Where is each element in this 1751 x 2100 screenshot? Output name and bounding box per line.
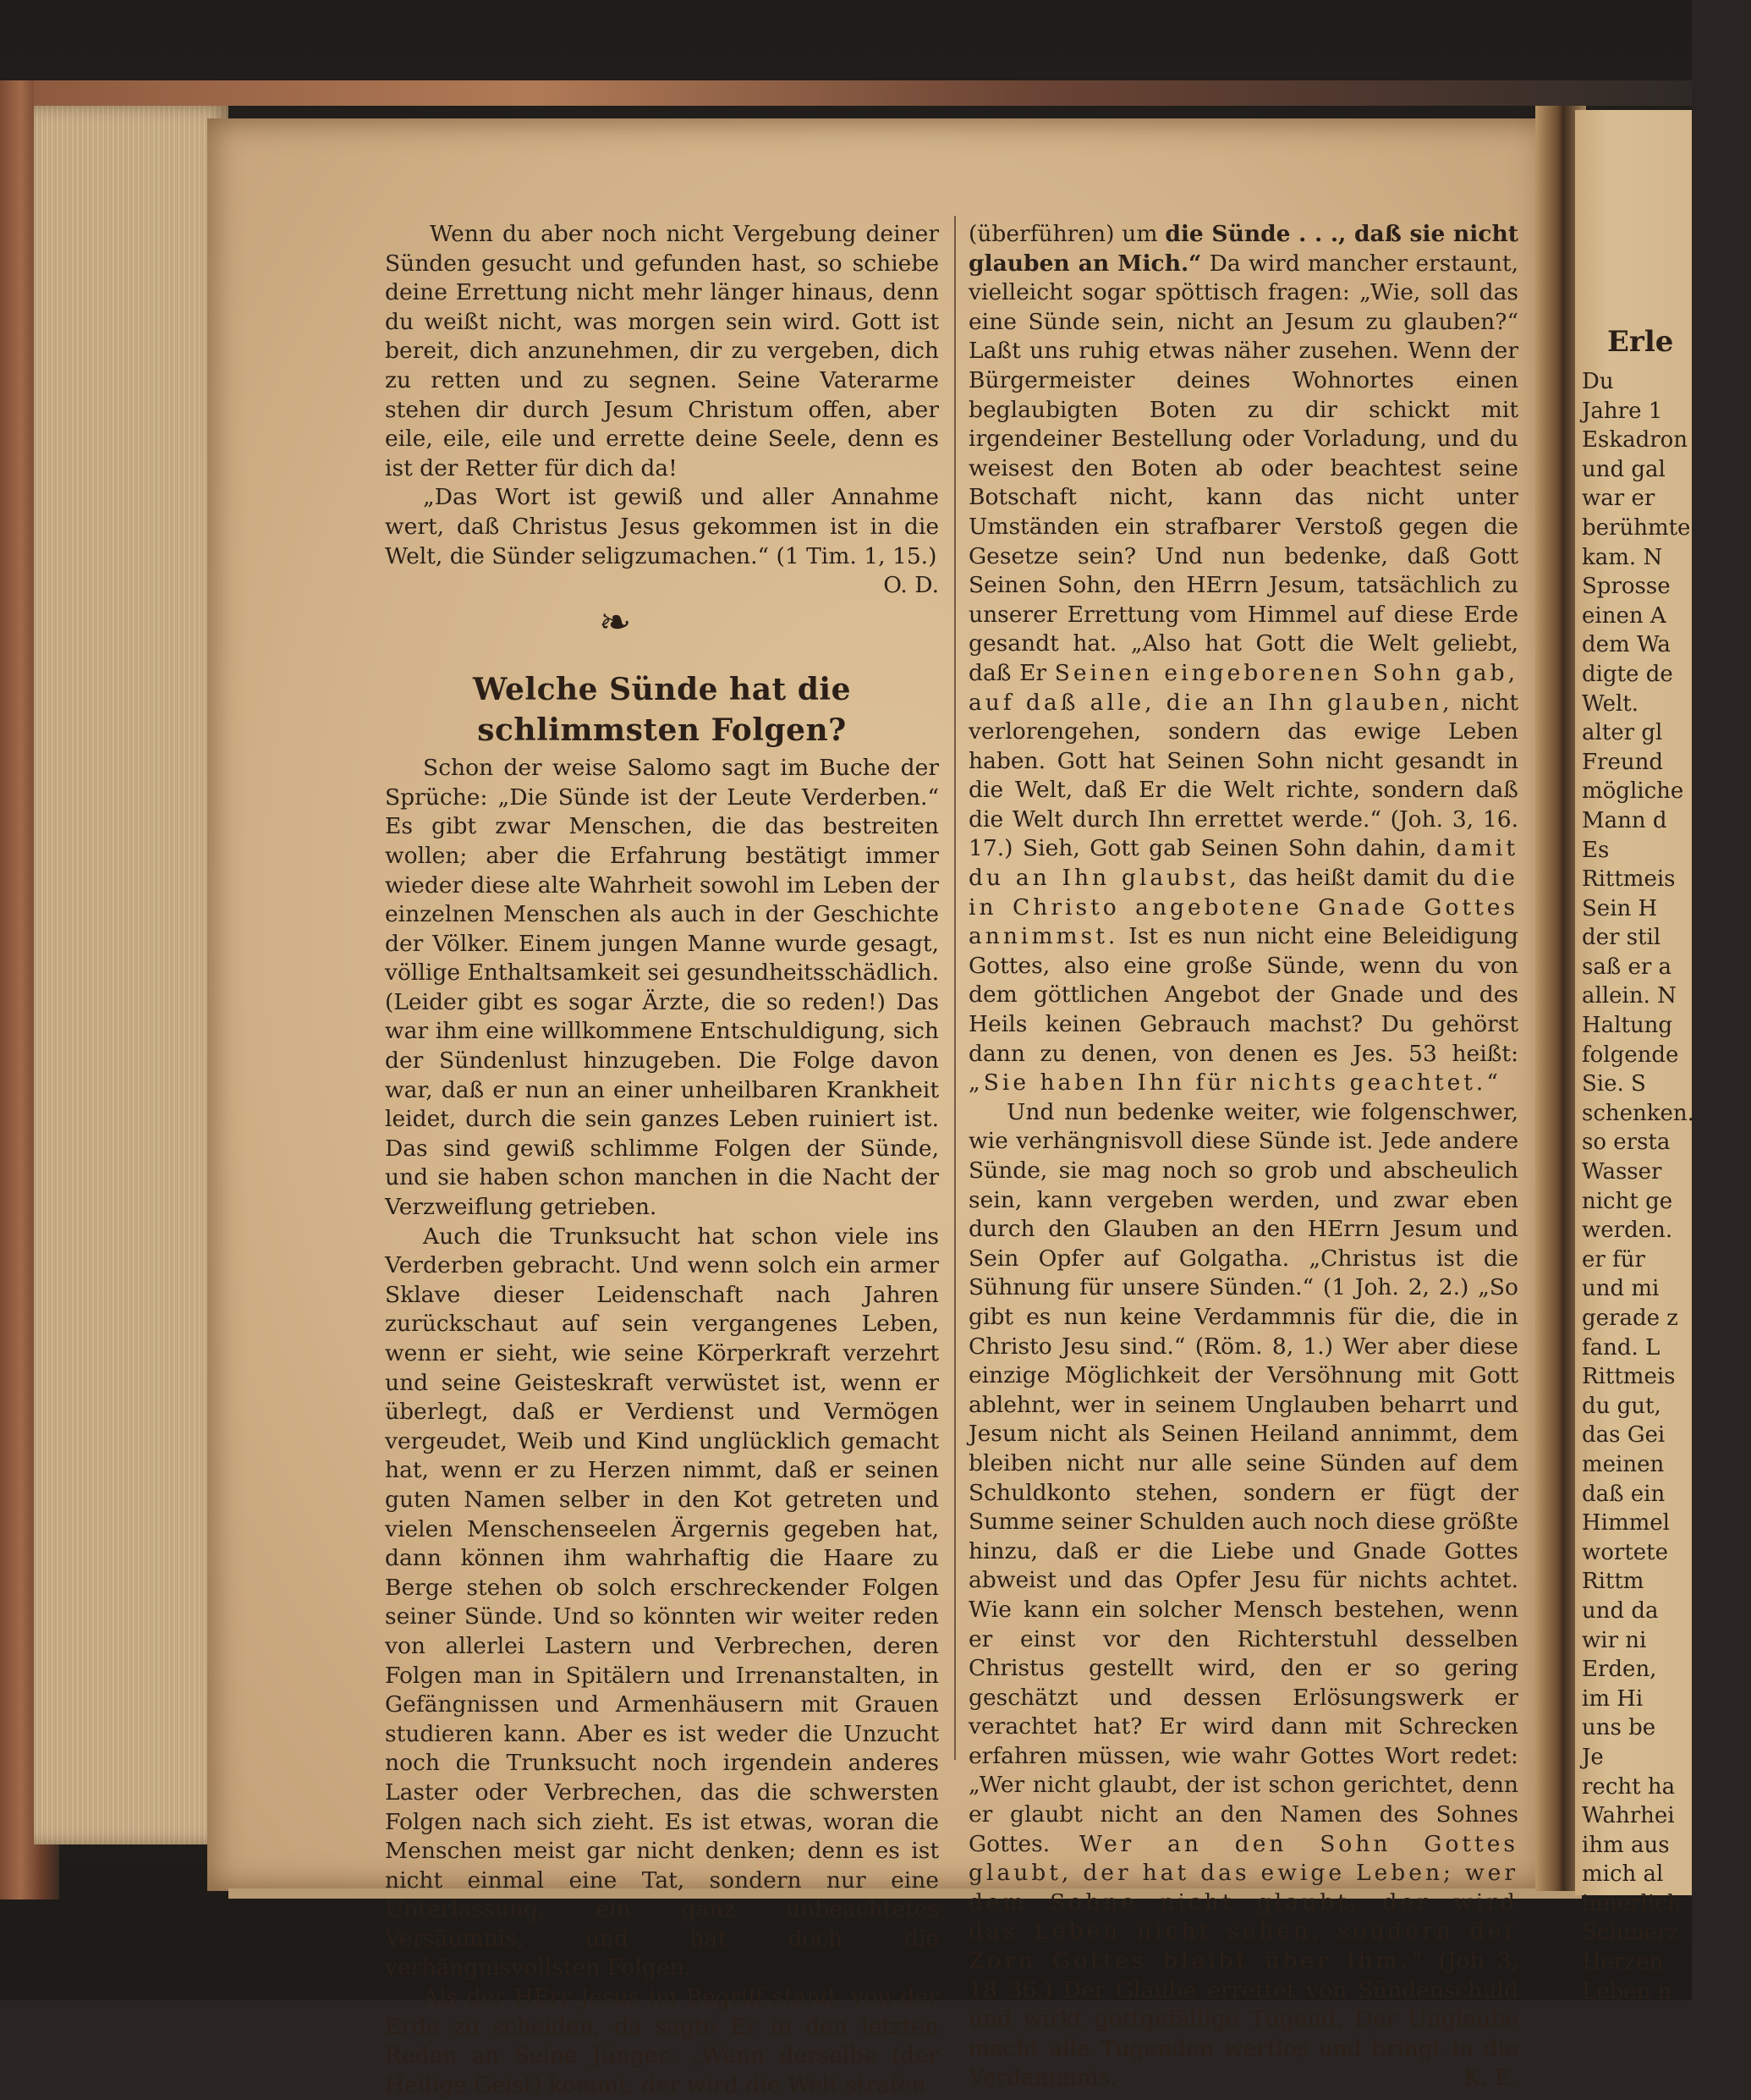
spaced-text: Wer an den Sohn Gottes glaubt, der hat das ewige Leben; wer dem Sohne nicht glaubt, der wird das Leben nicht sehen, sondern der Zorn Gottes bleibt über ihm.“: [969, 1830, 1518, 1975]
next-page-line: Herzen: [1582, 1949, 1664, 1976]
book-cover-top: [34, 80, 1692, 106]
next-page-column: [1582, 322, 1751, 2006]
next-page-line: Freund: [1582, 749, 1663, 775]
next-page-line: Schmerz: [1582, 1920, 1680, 1946]
paragraph: [969, 220, 1518, 1098]
next-page-line: Welt.: [1582, 690, 1639, 717]
next-page-line: Du: [1582, 369, 1614, 394]
next-page-line: saß er a: [1582, 954, 1672, 980]
next-page-line: Erden,: [1582, 1657, 1657, 1683]
next-page-line: der stil: [1582, 925, 1661, 951]
next-page-heading: Erle: [1607, 325, 1674, 359]
bold-text: die Sünde . . ., daß sie nicht glauben an Mich.“: [969, 221, 1518, 277]
next-page-line: nicht ge: [1582, 1188, 1673, 1214]
text-run: das heißt damit du: [1248, 865, 1466, 892]
next-page-line: Rittm: [1582, 1569, 1644, 1595]
next-page-line: recht ha: [1582, 1773, 1676, 1800]
column-rule: [954, 216, 956, 1760]
next-page-line: Rittmeis: [1582, 1364, 1676, 1390]
right-column: [969, 220, 1518, 2093]
next-page-line: allein. N: [1582, 983, 1677, 1009]
next-page-line: folgende: [1582, 1042, 1679, 1068]
quote-text: „Das Wort ist gewiß und aller Annahme wert, daß Christus Jesus gekommen ist in die Welt, die Sünder seligzumachen.“ (1 Tim. 1, 15.): [385, 484, 939, 569]
left-column: [385, 220, 939, 2100]
next-page-line: meinen: [1582, 1451, 1665, 1477]
next-page: [1575, 110, 1694, 2004]
paragraph: [385, 483, 939, 599]
text-run: Und nun bedenke weiter, wie folgenschwer, wie verhängnisvoll diese Sünde ist. Jede andere Sünde, sie mag noch so grob und abscheulich sein, kann vergeben werden, und zwar eben durch den Glauben an den HErrn Jesum und Sein Opfer auf Golgatha. „Christus ist die Sühnung für unsere Sünden.“ (1 Joh. 2, 2.) „So gibt es nun keine Verdammnis für die, die in Christo Jesu sind.“ (Röm. 8, 1.) Wer aber diese einzige Möglichkeit der Versöhnung mit Gott ablehnt, wer in seinem Unglauben beharrt und Jesum nicht als Seinen Heiland annimmt, dem bleiben nicht nur alle seine Sünden auf dem Schuldkonto stehen, sondern er fügt der Summe seiner Schulden auch noch diese größte hinzu, daß er die Liebe und Gnade Gottes abweist und das Opfer Jesu für nichts achtet. Wie kann ein solcher Mensch bestehen, wenn er einst vor den Richterstuhl desselben Christus gestellt wird, den er so gering geschätzt und dessen Erlösungswerk er verachtet hat? Er wird dann mit Schrecken erfahren müssen, wie wahr Gottes Wort redet: „Wer nicht glaubt, der ist schon gerichtet, denn er glaubt nicht an den Namen des Sohnes Gottes.: [969, 1098, 1518, 1857]
next-page-line: mögliche: [1582, 778, 1684, 805]
next-page-line: im Hi: [1582, 1685, 1644, 1712]
next-page-line: Sie. S: [1582, 1071, 1646, 1097]
next-page-line: digte de: [1582, 661, 1673, 687]
paragraph: Wenn du aber noch nicht Vergebung deiner Sünden gesucht und gefunden hast, so schiebe deine Errettung nicht mehr länger hinaus, denn du weißt nicht, was morgen sein wird. Gott ist bereit, dich anzunehmen, dir zu vergeben, dich zu retten und zu segnen. Seine Vaterarme stehen dir durch Jesum Christum offen, aber eile, eile, eile und errette deine Seele, denn es ist der Retter für dich da!: [385, 221, 939, 481]
paragraph: Schon der weise Salomo sagt im Buche der Sprüche: „Die Sünde ist der Leute Verderben.“ Es gibt zwar Menschen, die das bestreiten wollen; aber die Erfahrung bestätigt immer wieder diese alte Wahrheit sowohl im Leben der einzelnen Menschen als auch in der Geschichte der Völker. Einem jungen Manne wurde gesagt, völlige Enthaltsamkeit sei gesundheitsschädlich. (Leider gibt es sogar Ärzte, die so reden!) Das war ihm eine willkommene Entschuldigung, sich der Sündenlust hinzugeben. Die Folge davon war, daß er nun an einer unheilbaren Krankheit leidet, durch die sein ganzes Leben ruiniert ist. Das sind gewiß schlimme Folgen der Sünde, und sie haben schon manchen in die Nacht der Verzweiflung getrieben.: [385, 755, 939, 1221]
next-page-line: einen A: [1582, 602, 1666, 629]
next-page-line: Jahre 1: [1582, 398, 1663, 424]
next-page-line: innerlich: [1582, 1890, 1682, 1916]
next-page-line: kam. N: [1582, 544, 1663, 570]
next-page-line: Sein H: [1582, 895, 1658, 921]
signature: K. E.: [1463, 2064, 1518, 2092]
text-run: nicht verlorengehen, sondern das ewige Leben haben. Gott hat Seinen Sohn nicht gesandt in die Welt, daß Er die Welt richte, sondern daß die Welt durch Ihn errettet werde.“ (Joh. 3, 16. 17.) Sieh, Gott gab Seinen Sohn dahin,: [969, 689, 1518, 862]
next-page-line: Je: [1582, 1744, 1604, 1770]
next-page-line: mich al: [1582, 1861, 1664, 1888]
paragraph: Als der HErr Jesus im Begriff stand, von der Erde zu scheiden, da sagte Er in den letzten Reden an Seine Jünger: „Wenn derselbe (der Heilige Geist) kommt, der wird die Welt strafen: [385, 1984, 939, 2098]
spaced-text: die in Christo angebotene Gnade Gottes annimmst.: [969, 865, 1518, 950]
article-heading: Welche Sünde hat die schlimmsten Folgen?: [473, 672, 851, 749]
signature: O. D.: [883, 572, 939, 599]
ornament: ❧: [598, 599, 632, 646]
next-page-line: du gut,: [1582, 1393, 1661, 1419]
text-run: (überführen) um: [969, 221, 1158, 247]
next-page-line: Rittmeis: [1582, 866, 1676, 893]
next-page-line: Mann d: [1582, 807, 1667, 833]
next-page-line: wir ni: [1582, 1627, 1647, 1653]
next-page-line: Es: [1582, 837, 1610, 863]
next-page-line: er für: [1582, 1246, 1645, 1273]
next-page-line: Wahrhei: [1582, 1803, 1675, 1829]
next-page-line: Himmel: [1582, 1510, 1670, 1537]
next-page-line: und da: [1582, 1597, 1659, 1624]
text-run: Ist es nun nicht eine Beleidigung Gottes, also eine große Sünde, wenn du von dem göttlichen Angebot der Gnade und des Heils keinen Gebrauch machst? Du gehörst dann zu denen, von denen es Jes. 53 heißt:: [969, 923, 1518, 1067]
spaced-text: „Sie haben Ihn für nichts geachtet.“: [969, 1069, 1501, 1097]
text-run: Da wird mancher erstaunt, vielleicht sogar spöttisch fragen: „Wie, soll das eine Sünde sein, nicht an Jesum zu glauben?“ Laßt uns ruhig etwas näher zusehen. Wenn der Bürgermeister deines Wohnortes einen beglaubigten Boten zu dir schickt mit irgendeiner Bestellung oder Vorladung, und du weisest den Boten ab oder beachtest seine Botschaft nicht, kann das nicht unter Umständen ein strafbarer Verstoß gegen die Gesetze sein? Und nun bedenke, daß Gott Seinen Sohn, den HErrn Jesum, tatsächlich zu unserer Errettung vom Himmel auf diese Erde gesandt hat. „Also hat Gott die Welt geliebt, daß Er: [969, 250, 1518, 686]
next-page-line: Sprosse: [1582, 574, 1671, 600]
spaced-text: damit du an Ihn glaubst,: [969, 835, 1518, 892]
next-page-line: das Gei: [1582, 1422, 1666, 1449]
next-page-line: gerade z: [1582, 1306, 1678, 1331]
paragraph: Auch die Trunksucht hat schon viele ins Verderben gebracht. Und wenn solch ein armer Sklave dieser Leidenschaft nach Jahren zurückschaut auf sein vergangenes Leben, wenn er sieht, wie seine Körperkraft verzehrt und seine Geisteskraft verwüstet ist, wenn er überlegt, daß er Verdienst und Vermögen vergeudet, Weib und Kind unglücklich gemacht hat, wenn er zu Herzen nimmt, daß er seinen guten Namen selber in den Kot getreten und vielen Menschenseelen Ärgernis gegeben hat, dann können ihm wahrhaftig die Haare zu Berge stehen ob solch erschreckender Folgen seiner Sünde. Und so könnten wir weiter reden von allerlei Lastern und Verbrechen, deren Folgen man in Spitälern und Irrenanstalten, in Gefängnissen und Armenhäusern mit Grauen studieren kann. Aber es ist weder die Unzucht noch die Trunksucht noch irgendein anderes Laster oder Verbrechen, das die schwersten Folgen nach sich zieht. Es ist etwas, woran die Menschen meist gar nicht denken; denn es ist nicht einmal eine Tat, sondern nur eine Unterlassung, ein ganz unbeachtetes Versäumnis, und hat doch die verhängnisvollsten Folgen.: [385, 1223, 939, 1982]
paragraph: [969, 1098, 1518, 2093]
next-page-lines: [1582, 367, 1751, 2006]
next-page-line: und gal: [1582, 456, 1666, 482]
text-run: (Joh 3, 18 36.): [969, 1948, 1518, 2004]
next-page-line: Haltung: [1582, 1013, 1673, 1039]
next-page-line: dem Wa: [1582, 632, 1671, 658]
next-page-line: und mi: [1582, 1276, 1660, 1302]
next-page-line: werden.: [1582, 1218, 1673, 1244]
page-block-edges: [34, 106, 228, 1844]
next-page-line: berühmte: [1582, 514, 1691, 541]
next-page-line: war er: [1582, 486, 1655, 512]
next-page-line: schenken.: [1582, 1100, 1694, 1126]
next-page-line: daß ein: [1582, 1481, 1666, 1507]
next-page-line: ihm aus: [1582, 1832, 1670, 1858]
next-page-line: uns be: [1582, 1715, 1656, 1741]
next-page-line: Leben n: [1582, 1978, 1672, 2004]
next-page-line: Eskadron: [1582, 427, 1688, 454]
next-page-line: Wasser: [1582, 1159, 1662, 1185]
next-page-line: so ersta: [1582, 1130, 1671, 1156]
next-page-line: wortete: [1582, 1539, 1669, 1565]
spaced-text: Seinen eingeborenen Sohn gab, auf daß alle, die an Ihn glauben,: [969, 659, 1518, 716]
next-page-line: fand. L: [1582, 1334, 1660, 1361]
next-page-line: alter gl: [1582, 720, 1663, 746]
text-run: Der Glaube errettet von Sündenschuld und wirkt gottgefällige Tugend. Der Unglaube macht alle Tugenden wertlos und bringt in die Verdammnis.: [969, 1976, 1518, 2092]
